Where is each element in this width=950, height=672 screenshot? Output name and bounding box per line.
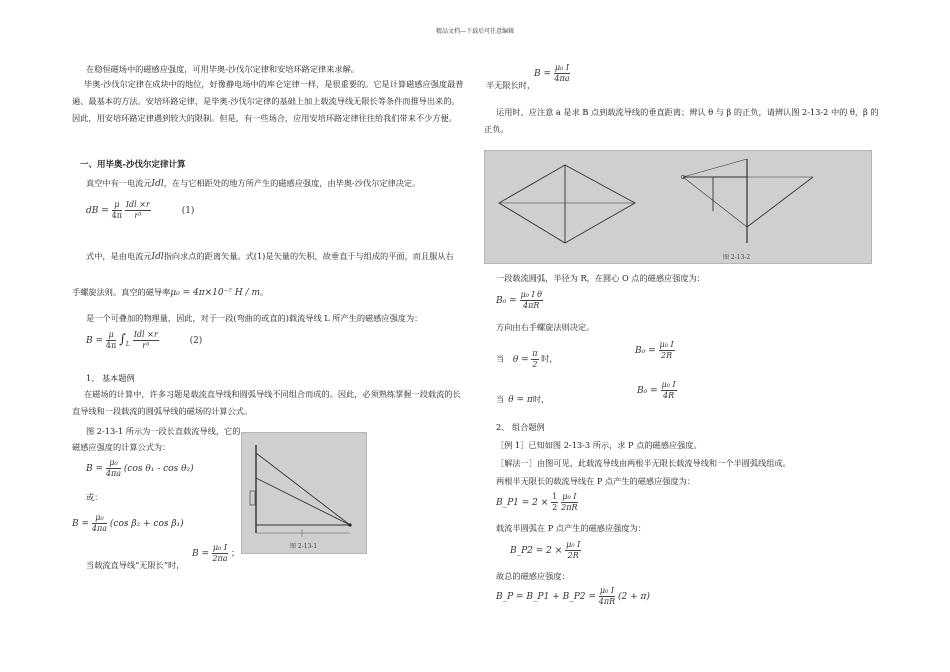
equation-r1: B = $\frac{\text{μ₀ I}}{4\pi a}$ bbox=[534, 63, 570, 83]
equation-3: B = $\frac{\text{μ₀}}{4\pi a}$ (cos θ₁ - cos θ₂) bbox=[86, 458, 194, 478]
paragraph-permeability: 手螺旋法则。真空的磁导率μ₀ = 4π×10⁻⁷ H / m。 bbox=[72, 287, 269, 298]
eq1-frac-1: $\frac{\mu}{4\pi}$ bbox=[111, 200, 123, 220]
text-current-element-b: ，在与它相距处的地方所产生的磁感应强度，由毕奥-沙伐尔定律决定。 bbox=[163, 178, 421, 188]
symbol-idl: Idl bbox=[151, 179, 164, 189]
figure-2-13-1 bbox=[241, 432, 367, 554]
mu0-value: μ₀ = 4π×10⁻⁷ H / m bbox=[170, 288, 260, 298]
paragraph-infinite: 当载流直导线“无限长”时， bbox=[86, 560, 185, 570]
case-half-pi: 当 θ = $\frac{\pi}{2}$ 时， bbox=[496, 349, 558, 369]
paragraph-intro: 在稳恒磁场中的磁感应强度，可用毕奥-沙伐尔定律和安培环路定律来求解。 bbox=[86, 64, 359, 74]
paragraph-usage-note: 运用时，应注意 a 是求 B 点到载流导线的垂直距离；辨认 θ 与 β 的正负，请辨认图 2-13-2 中的 θ，β 的正负。 bbox=[484, 107, 879, 134]
equation-1 bbox=[86, 200, 194, 221]
paragraph-solution-1: ［解法一］由图可见，此载流导线由两根半无限长载流导线和一个半圆弧线组成。 bbox=[496, 458, 791, 468]
integral-sign: ∫ bbox=[119, 332, 126, 347]
equation-r4: B₀ = $\frac{\text{μ₀ I}}{4R}$ bbox=[637, 380, 676, 400]
eq1-lhs: dB = bbox=[86, 206, 109, 216]
equation-2: B = $\frac{\mu}{4\pi}$ $\int_L$ $\frac{\text{Idl ×r}}{\text{r³}}$ (2) bbox=[86, 330, 203, 350]
paragraph-biot-savart: 毕奥-沙伐尔定律在成块中的地位，好像静电场中的库仑定律一样，是很重要的。它是计算磁感应强度最普遍、最基本的方法。安培环路定律，是毕奥-沙伐尔定律的基础上加上载流导线无限长等条件而推导出来的。因此，用安培环路定律遇到较大的限制。但是，有一些场合，应用安培环路定律往往给我们带来不少方便。 bbox=[72, 79, 464, 123]
eq1-frac-2: $\frac{\text{Idl ×r}}{\text{r³}}$ bbox=[125, 200, 150, 220]
paragraph-two-wires: 两根半无限长的载流导线在 P 点产生的磁感应强度为： bbox=[496, 476, 696, 486]
equation-r2: B₀ = $\frac{\text{μ₀ I θ}}{4\pi R}$ bbox=[496, 290, 542, 310]
figure-2-13-2-drawing bbox=[485, 151, 871, 263]
eq2-tag: (2) bbox=[189, 336, 203, 346]
paragraph-figure-ref: 图 2-13-1 所示为一段长直载流导线，它的 bbox=[86, 426, 241, 436]
figure-2-13-1-drawing bbox=[242, 433, 366, 553]
text-or: 或： bbox=[86, 492, 103, 502]
equation-r3: B₀ = $\frac{\text{μ₀ I}}{2R}$ bbox=[635, 340, 674, 360]
equation-r6: B_P2 = 2 × $\frac{\text{μ₀ I}}{2R}$ bbox=[510, 540, 581, 560]
heading-section-1: 一、用毕奥-沙伐尔定律计算 bbox=[80, 160, 186, 170]
text-semi-infinite: 半无限长时， bbox=[486, 80, 536, 90]
figure-2-13-1-caption: 图 2-13-1 bbox=[290, 543, 318, 550]
paragraph-total: 故总的磁感应强度： bbox=[496, 571, 570, 581]
paragraph-superposition: 是一个可叠加的物理量，因此，对于一段(弯曲的或直的)载流导线 L 所产生的磁感应强度为： bbox=[86, 313, 423, 323]
paragraph-formula-intro: 磁感应强度的计算公式为： bbox=[72, 442, 171, 452]
equation-4: B = $\frac{\text{μ₀}}{4\pi a}$ (cos β₂ + cos β₁) bbox=[72, 513, 184, 533]
text-current-element-a: 真空中有一电流元 bbox=[86, 178, 152, 188]
paragraph-arc: 一段载流圆弧，半径为 R，在圆心 O 点的磁感应强度为： bbox=[496, 273, 705, 283]
figure-2-13-2 bbox=[484, 150, 872, 264]
paragraph-current-element bbox=[86, 177, 420, 190]
eq1-tag: (1) bbox=[181, 206, 195, 216]
paragraph-example-1: ［例 1］已知如图 2-13-3 所示，求 P 点的磁感应强度。 bbox=[496, 440, 702, 450]
page-header: 精品文档---下载后可任意编辑 bbox=[436, 28, 515, 35]
equation-5: B = $\frac{\text{μ₀ I}}{2\pi a}$ ； bbox=[192, 543, 240, 563]
paragraph-combination: 在磁场的计算中，许多习题是载流直导线和圆弧导线不同组合而成的。因此，必须熟练掌握一段载流的长直导线和一段载流的圆弧导线的磁场的计算公式。 bbox=[72, 389, 461, 416]
equation-r5: B_P1 = 2 × $\frac{1}{2}$ $\frac{\text{μ₀ I}}{2\pi R}$ bbox=[496, 492, 578, 512]
case-pi: 当 θ = π时， bbox=[496, 394, 550, 405]
heading-combination-examples: 2、 组合题例 bbox=[496, 422, 545, 432]
heading-basic-examples: 1、 基本题例 bbox=[86, 373, 135, 383]
paragraph-direction: 方向由右手螺旋法则决定。 bbox=[496, 322, 595, 332]
paragraph-vector-explain: 式中，是由电流元Idl指向求点的距离矢量。式(1)是矢量的矢积，故垂直于与组成的平面，而且服从右 bbox=[86, 251, 454, 262]
figure-2-13-2-caption: 图 2-13-2 bbox=[723, 254, 751, 261]
equation-r7: B_P = B_P1 + B_P2 = $\frac{\text{μ₀ I}}{4\pi R}$ (2 + π) bbox=[496, 586, 650, 606]
paragraph-semicircle: 载流半圆弧在 P 点产生的磁感应强度为： bbox=[496, 523, 646, 533]
